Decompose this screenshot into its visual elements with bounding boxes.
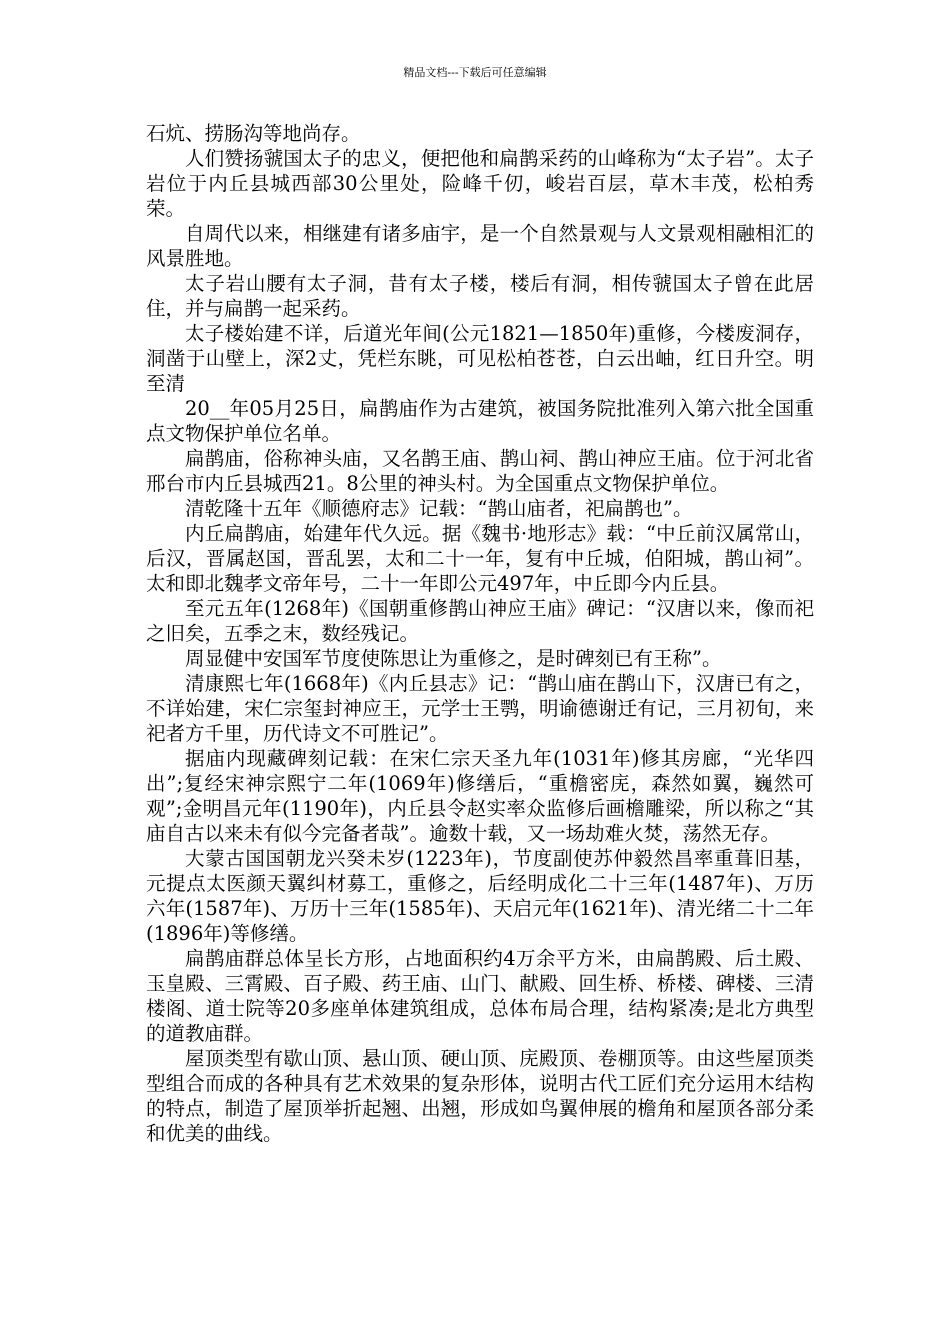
paragraph-10: 至元五年(1268年)《国朝重修鹊山神应王庙》碑记：“汉唐以来，像而祀之旧矣，五季之末，数经残记。 [146,597,814,645]
page-header: 精品文档---下载后可任意编辑 [403,66,547,79]
paragraph-9: 内丘扁鹊庙，始建年代久远。据《魏书·地形志》载：“中丘前汉属常山，后汉，晋属赵国，晋乱罢，太和二十一年，复有中丘城，伯阳城，鹊山祠”。太和即北魏孝文帝年号，二十一年即公元497年，中丘即今内丘县。 [146,522,814,595]
paragraph-12: 清康熙七年(1668年)《内丘县志》记：“鹊山庙在鹊山下，汉唐已有之，不详始建，宋仁宗玺封神应王，元学士王鹗，明谕德谢迁有记，三月初旬，来祀者方千里，历代诗文不可胜记”。 [146,672,814,745]
paragraph-2: 人们赞扬虢国太子的忠义，便把他和扁鹊采药的山峰称为“太子岩”。太子岩位于内丘县城西部30公里处，险峰千仞，峻岩百层，草木丰茂，松柏秀荣。 [146,147,814,220]
paragraph-7: 扁鹊庙，俗称神头庙，又名鹊王庙、鹊山祠、鹊山神应王庙。位于河北省邢台市内丘县城西21。8公里的神头村。为全国重点文物保护单位。 [146,447,814,495]
paragraph-15: 扁鹊庙群总体呈长方形，占地面积约4万余平方米，由扁鹊殿、后土殿、玉皇殿、三霄殿、百子殿、药王庙、山门、献殿、回生桥、桥楼、碑楼、三清楼阁、道士院等20多座单体建筑组成，总体布局合理，结构紧凑;是北方典型的道教庙群。 [146,947,814,1045]
paragraph-4: 太子岩山腰有太子洞，昔有太子楼，楼后有洞，相传虢国太子曾在此居住，并与扁鹊一起采药。 [146,272,814,320]
paragraph-3: 自周代以来，相继建有诸多庙宇，是一个自然景观与人文景观相融相汇的风景胜地。 [146,222,814,270]
paragraph-5: 太子楼始建不详，后道光年间(公元1821—1850年)重修，今楼废洞存，洞凿于山壁上，深2丈，凭栏东眺，可见松柏苍苍，白云出岫，红日升空。明至清 [146,322,814,395]
paragraph-14: 大蒙古国国朝龙兴癸未岁(1223年)，节度副使苏仲毅然昌率重葺旧基，元提点太医颜天翼纠材募工，重修之，后经明成化二十三年(1487年)、万历六年(1587年)、万历十三年(1585年)、天启元年(1621年)、清光绪二十二年(1896年)等修缮。 [146,847,814,945]
paragraph-16: 屋顶类型有歇山顶、悬山顶、硬山顶、庑殿顶、卷棚顶等。由这些屋顶类型组合而成的各种具有艺术效果的复杂形体，说明古代工匠们充分运用木结构的特点，制造了屋顶举折起翘、出翘，形成如鸟翼伸展的檐角和屋顶各部分柔和优美的曲线。 [146,1047,814,1145]
paragraph-6: 20__年05月25日，扁鹊庙作为古建筑，被国务院批准列入第六批全国重点文物保护单位名单。 [146,397,814,445]
paragraph-13: 据庙内现藏碑刻记载：在宋仁宗天圣九年(1031年)修其房廊，“光华四出”;复经宋神宗熙宁二年(1069年)修缮后，“重檐密庑，森然如翼，巍然可观”;金明昌元年(1190年)，内丘县令赵实率众监修后画檐雕梁，所以称之“其庙自古以来未有似今完备者哉”。逾数十载，又一场劫难火焚，荡然无存。 [146,747,814,845]
paragraph-8: 清乾隆十五年《顺德府志》记载：“鹊山庙者，祀扁鹊也”。 [185,497,693,520]
paragraph-11: 周显健中安国军节度使陈思让为重修之，是时碑刻已有王称”。 [185,647,722,670]
document-body [146,121,814,1146]
paragraph-1: 石炕、捞肠沟等地尚存。 [146,122,361,145]
